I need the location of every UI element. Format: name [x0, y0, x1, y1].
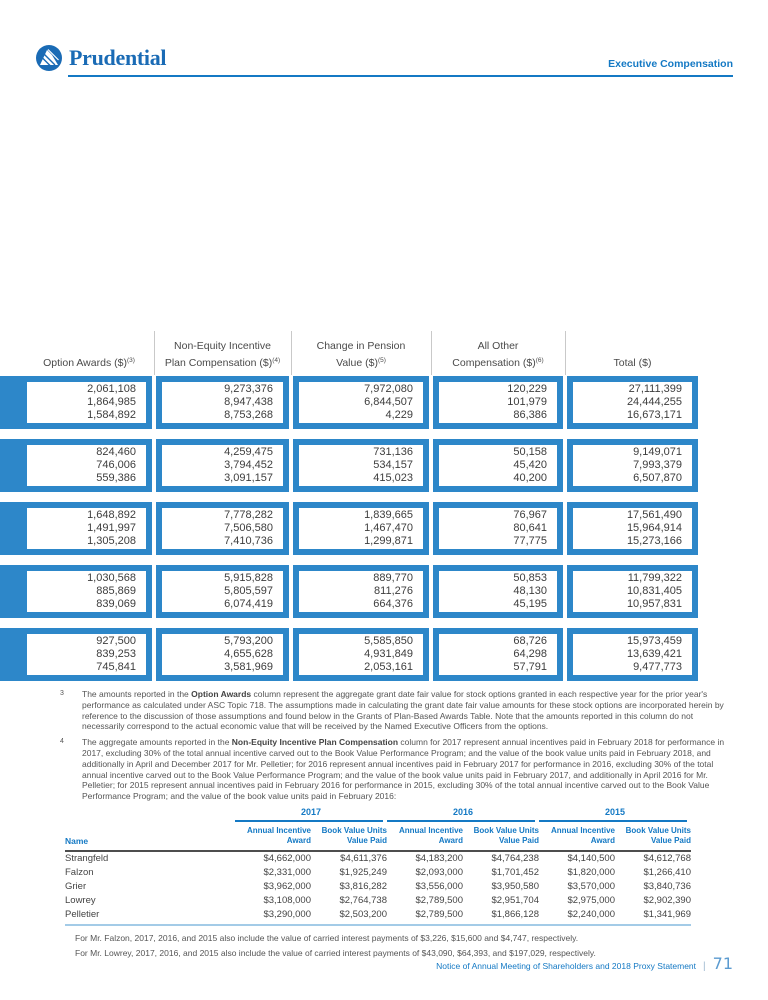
comp-value: 889,770: [373, 572, 413, 584]
table-row: [65, 908, 691, 922]
comp-value: 811,276: [374, 585, 413, 597]
comp-group-cell: [293, 565, 429, 618]
comp-value: 1,864,985: [87, 396, 136, 408]
comp-cell-box: [299, 382, 423, 423]
value-column-header: [235, 826, 311, 846]
year-header-row: [65, 806, 691, 822]
comp-value: 7,993,379: [633, 459, 682, 471]
header-line: Total ($): [613, 356, 652, 369]
comp-cell-box: [439, 445, 557, 486]
comp-value: 1,839,665: [364, 509, 413, 521]
comp-value: 10,831,405: [626, 585, 682, 597]
comp-table-header: [0, 329, 698, 375]
comp-cell-box: [439, 634, 557, 675]
column-header-pension: [293, 329, 429, 375]
value-cell: $2,764,738: [339, 895, 387, 906]
comp-value: 1,648,892: [87, 509, 136, 521]
comp-cell-box: [573, 445, 692, 486]
comp-value: 4,931,849: [364, 648, 413, 660]
comp-value: 45,420: [513, 459, 547, 471]
comp-group-cell: [433, 439, 563, 492]
comp-value: 6,074,419: [224, 598, 273, 610]
header-line: Value Paid: [650, 836, 691, 845]
year-underline: [539, 820, 687, 822]
note-falzon: For Mr. Falzon, 2017, 2016, and 2015 also include the value of carried interest payments of $3,226, $15,600 and $4,747, respectively.: [75, 933, 579, 943]
comp-value: 11,799,322: [627, 572, 682, 584]
comp-value: 5,805,597: [224, 585, 273, 597]
value-cell: $3,950,580: [491, 881, 539, 892]
comp-value: 50,158: [513, 446, 547, 458]
value-cell: $3,816,282: [339, 881, 387, 892]
comp-group-cell: [293, 439, 429, 492]
comp-group-cell: [433, 376, 563, 429]
comp-value: 1,305,208: [87, 535, 136, 547]
year-header-2016: [387, 806, 539, 822]
comp-value: 17,561,490: [626, 509, 682, 521]
comp-value: 57,791: [513, 661, 547, 673]
comp-group-cell: [0, 376, 152, 429]
comp-group-cell: [567, 502, 698, 555]
comp-value: 77,775: [513, 535, 547, 547]
year-label: 2016: [452, 807, 474, 817]
comp-value: 5,585,850: [364, 635, 413, 647]
value-cell: $2,789,500: [415, 895, 463, 906]
comp-cell-box: [573, 382, 692, 423]
table-row: [65, 852, 691, 866]
comp-value: 534,157: [373, 459, 413, 471]
column-header-non-equity: [156, 329, 289, 375]
executive-name: Pelletier: [65, 909, 100, 920]
comp-value: 3,794,452: [224, 459, 273, 471]
comp-value: 8,753,268: [224, 409, 273, 421]
comp-value: 7,506,580: [224, 522, 273, 534]
comp-value: 120,229: [507, 383, 547, 395]
header-line: Book Value Units: [321, 826, 387, 835]
value-cell: $2,789,500: [415, 909, 463, 920]
comp-value: 76,967: [513, 509, 547, 521]
year-underline: [235, 820, 383, 822]
comp-cell-box: [162, 508, 283, 549]
value-column-header: [539, 826, 615, 846]
comp-value: 7,778,282: [224, 509, 273, 521]
value-cell: $3,570,000: [567, 881, 615, 892]
subheader-row: [65, 822, 691, 850]
value-cell: $4,662,000: [263, 853, 311, 864]
comp-value: 27,111,399: [628, 383, 682, 395]
footnote-text: The aggregate amounts reported in the Non-Equity Incentive Plan Compensation column for 2017 represent annual incentives paid in February 2018 for performance in 2017, excluding 30% of the total annual incentive carved out to the Book Value Performance Program; and the value of the book value units paid in February 2018, and additionally in April and December 2017 for Mr. Pelletier; for 2016 represent annual incentives paid in February 2017 for performance in 2016, excluding 30% of the total annual incentive carved out to the Book Value Performance Program; and the value of the book value units paid in February 2017, and additionally in April 2016 for Mr. Pelletier; for 2015 represent annual incentives paid in February 2016 for performance in 2015, excluding 30% of the total annual incentive carved out to the Book Value Performance Program; and the value of the book value units paid in February 2016:: [82, 737, 725, 802]
header-line: Value ($)$^{(5)}$: [336, 356, 386, 369]
header-line: Award: [286, 836, 311, 845]
header-line: Change in Pension: [316, 340, 406, 352]
comp-value: 4,655,628: [224, 648, 273, 660]
comp-value: 9,477,773: [633, 661, 682, 673]
comp-cell-box: [439, 508, 557, 549]
comp-cell-box: [162, 634, 283, 675]
executive-name: Falzon: [65, 867, 94, 878]
comp-group-cell: [293, 376, 429, 429]
comp-value: 746,006: [96, 459, 136, 471]
footnote-4: [60, 737, 735, 802]
comp-value: 885,869: [96, 585, 136, 597]
comp-group-cell: [0, 502, 152, 555]
column-header-option-awards: [0, 329, 152, 375]
footnotes: [60, 689, 735, 807]
comp-group-cell: [567, 565, 698, 618]
year-label: 2017: [300, 807, 322, 817]
comp-group-cell: [433, 565, 563, 618]
comp-value: 45,195: [513, 598, 547, 610]
table-row: [65, 894, 691, 908]
value-column-header: [387, 826, 463, 846]
comp-value: 731,136: [373, 446, 413, 458]
value-cell: $3,290,000: [263, 909, 311, 920]
comp-value: 3,091,157: [224, 472, 273, 484]
header-line: Award: [590, 836, 615, 845]
comp-value: 4,259,475: [224, 446, 273, 458]
comp-group-cell: [567, 439, 698, 492]
page-footer: [436, 954, 733, 973]
value-cell: $1,341,969: [643, 909, 691, 920]
value-cell: $1,266,410: [643, 867, 691, 878]
comp-value: 16,673,171: [626, 409, 682, 421]
year-header-2017: [235, 806, 387, 822]
comp-cell-box: [27, 634, 146, 675]
header-line: All Other: [477, 340, 519, 352]
comp-group-cell: [156, 376, 289, 429]
comp-group: [0, 565, 698, 618]
comp-value: 10,957,831: [626, 598, 682, 610]
comp-cell-box: [27, 571, 146, 612]
comp-value: 559,386: [96, 472, 136, 484]
comp-value: 15,964,914: [626, 522, 682, 534]
comp-cell-box: [162, 445, 283, 486]
header-line: Annual Incentive: [550, 826, 615, 835]
comp-value: 5,915,828: [224, 572, 273, 584]
year-label: 2015: [604, 807, 626, 817]
page-number: 71: [712, 954, 733, 973]
comp-cell-box: [27, 382, 146, 423]
value-column-header: [615, 826, 691, 846]
footnote-text: The amounts reported in the Option Awards column represent the aggregate grant date fair value for stock options granted in each respective year for the prior year's performance as calculated under ASC Topic 718. The assumptions made in calculating the grant date fair value amounts for these stock options are incorporated herein by reference to the discussion of those assumptions and found below in the Grants of Plan-Based Awards Table. Note that the amounts reported in this column do not necessarily correspond to the actual economic value that will be received by the Named Executive Officers from the options.: [82, 689, 724, 732]
comp-group-cell: [156, 439, 289, 492]
comp-cell-box: [299, 445, 423, 486]
comp-value: 1,491,997: [87, 522, 136, 534]
comp-value: 2,053,161: [364, 661, 413, 673]
executive-name: Lowrey: [65, 895, 96, 906]
comp-cell-box: [27, 445, 146, 486]
comp-value: 6,844,507: [364, 396, 413, 408]
name-column-header: Name: [65, 836, 89, 846]
footer-separator: |: [703, 961, 706, 972]
value-cell: $4,611,376: [340, 853, 387, 864]
comp-cell-box: [299, 634, 423, 675]
comp-value: 1,299,871: [364, 535, 413, 547]
header-line: Value Paid: [346, 836, 387, 845]
value-cell: $1,701,452: [491, 867, 539, 878]
header-rule: [68, 75, 733, 77]
book-value-table: [65, 806, 691, 926]
comp-value: 824,460: [96, 446, 136, 458]
comp-cell-box: [439, 571, 557, 612]
comp-group-cell: [156, 628, 289, 681]
header-line: Non-Equity Incentive: [174, 340, 271, 352]
header-line: Annual Incentive: [398, 826, 463, 835]
value-column-header: [311, 826, 387, 846]
comp-group-cell: [567, 628, 698, 681]
comp-value: 7,972,080: [364, 383, 413, 395]
header-line: Book Value Units: [625, 826, 691, 835]
comp-value: 3,581,969: [224, 661, 273, 673]
comp-group-cell: [0, 565, 152, 618]
brand-wordmark: Prudential: [69, 45, 167, 70]
comp-group: [0, 502, 698, 555]
comp-cell-box: [299, 571, 423, 612]
comp-value: 40,200: [513, 472, 547, 484]
footnote-number: 3: [60, 690, 64, 697]
comp-value: 745,841: [96, 661, 136, 673]
comp-cell-box: [162, 571, 283, 612]
executive-name: Strangfeld: [65, 853, 109, 864]
header-line: Option Awards ($)$^{(3)}$: [43, 356, 135, 369]
comp-group-cell: [293, 502, 429, 555]
comp-group-cell: [433, 628, 563, 681]
comp-value: 48,130: [513, 585, 547, 597]
comp-value: 1,030,568: [87, 572, 136, 584]
book-value-rows: [65, 852, 691, 922]
comp-group: [0, 439, 698, 492]
value-cell: $3,556,000: [415, 881, 463, 892]
comp-value: 15,973,459: [626, 635, 682, 647]
comp-cell-box: [573, 508, 692, 549]
comp-cell-box: [162, 382, 283, 423]
comp-value: 8,947,438: [224, 396, 273, 408]
value-cell: $3,962,000: [263, 881, 311, 892]
comp-value: 15,273,166: [626, 535, 682, 547]
value-cell: $2,975,000: [567, 895, 615, 906]
comp-group-cell: [567, 376, 698, 429]
comp-group-cell: [156, 502, 289, 555]
value-cell: $3,108,000: [263, 895, 311, 906]
comp-value: 68,726: [513, 635, 547, 647]
comp-group-cell: [0, 439, 152, 492]
footer-text: Notice of Annual Meeting of Shareholders and 2018 Proxy Statement: [436, 961, 697, 971]
comp-value: 9,273,376: [224, 383, 273, 395]
comp-value: 101,979: [507, 396, 547, 408]
comp-cell-box: [573, 634, 692, 675]
comp-cell-box: [27, 508, 146, 549]
comp-value: 9,149,071: [633, 446, 682, 458]
comp-table-groups: [0, 376, 698, 691]
table-bottom-rule: [65, 924, 691, 926]
comp-group-cell: [156, 565, 289, 618]
comp-value: 13,639,421: [626, 648, 682, 660]
column-header-total: [567, 329, 698, 375]
value-cell: $2,331,000: [263, 867, 311, 878]
table-row: [65, 866, 691, 880]
note-lowrey: For Mr. Lowrey, 2017, 2016, and 2015 also include the value of carried interest payments of $43,090, $64,393, and $197,029, respectively.: [75, 947, 596, 958]
comp-value: 5,793,200: [224, 635, 273, 647]
header-line: Value Paid: [498, 836, 539, 845]
comp-value: 24,444,255: [626, 396, 682, 408]
header-line: Compensation ($)$^{(6)}$: [452, 356, 544, 369]
value-column-header: [463, 826, 539, 846]
comp-value: 7,410,736: [224, 535, 273, 547]
footnote-number: 4: [60, 738, 64, 746]
comp-value: 839,253: [96, 648, 136, 660]
table-row: [65, 880, 691, 894]
comp-value: 86,386: [513, 409, 547, 421]
comp-group-cell: [0, 628, 152, 681]
comp-value: 415,023: [373, 472, 413, 484]
comp-value: 1,467,470: [364, 522, 413, 534]
header-line: Award: [438, 836, 463, 845]
comp-cell-box: [573, 571, 692, 612]
header-line: Annual Incentive: [246, 826, 311, 835]
value-cell: $4,764,238: [491, 853, 539, 864]
value-cell: $1,925,249: [339, 867, 387, 878]
value-cell: $2,503,200: [339, 909, 387, 920]
header-line: Book Value Units: [473, 826, 539, 835]
footnote-3: [60, 689, 735, 732]
value-cell: $4,183,200: [415, 853, 463, 864]
comp-value: 50,853: [513, 572, 547, 584]
comp-value: 664,376: [373, 598, 413, 610]
value-cell: $1,820,000: [567, 867, 615, 878]
comp-value: 1,584,892: [87, 409, 136, 421]
value-cell: $2,902,390: [643, 895, 691, 906]
prudential-rock-logo: [35, 44, 63, 72]
year-underline: [387, 820, 535, 822]
comp-group-cell: [293, 628, 429, 681]
year-header-spacer: [65, 806, 235, 822]
comp-value: 927,500: [96, 635, 136, 647]
comp-group: [0, 376, 698, 429]
comp-group-cell: [433, 502, 563, 555]
comp-value: 64,298: [513, 648, 547, 660]
value-cell: $2,240,000: [567, 909, 615, 920]
comp-value: 839,069: [96, 598, 136, 610]
value-cell: $2,951,704: [491, 895, 539, 906]
comp-group: [0, 628, 698, 681]
comp-value: 4,229: [385, 409, 413, 421]
comp-value: 2,061,108: [87, 383, 136, 395]
value-cell: $4,612,768: [643, 853, 691, 864]
comp-value: 6,507,870: [633, 472, 682, 484]
column-header-all-other: [433, 329, 563, 375]
value-cell: $3,840,736: [643, 881, 691, 892]
executive-name: Grier: [65, 881, 87, 892]
comp-value: 80,641: [513, 522, 547, 534]
year-header-2015: [539, 806, 691, 822]
value-cell: $2,093,000: [415, 867, 463, 878]
comp-cell-box: [439, 382, 557, 423]
header-line: Plan Compensation ($)$^{(4)}$: [164, 356, 281, 369]
section-title: Executive Compensation: [608, 58, 733, 70]
value-cell: $1,866,128: [491, 909, 539, 920]
comp-cell-box: [299, 508, 423, 549]
value-cell: $4,140,500: [567, 853, 615, 864]
